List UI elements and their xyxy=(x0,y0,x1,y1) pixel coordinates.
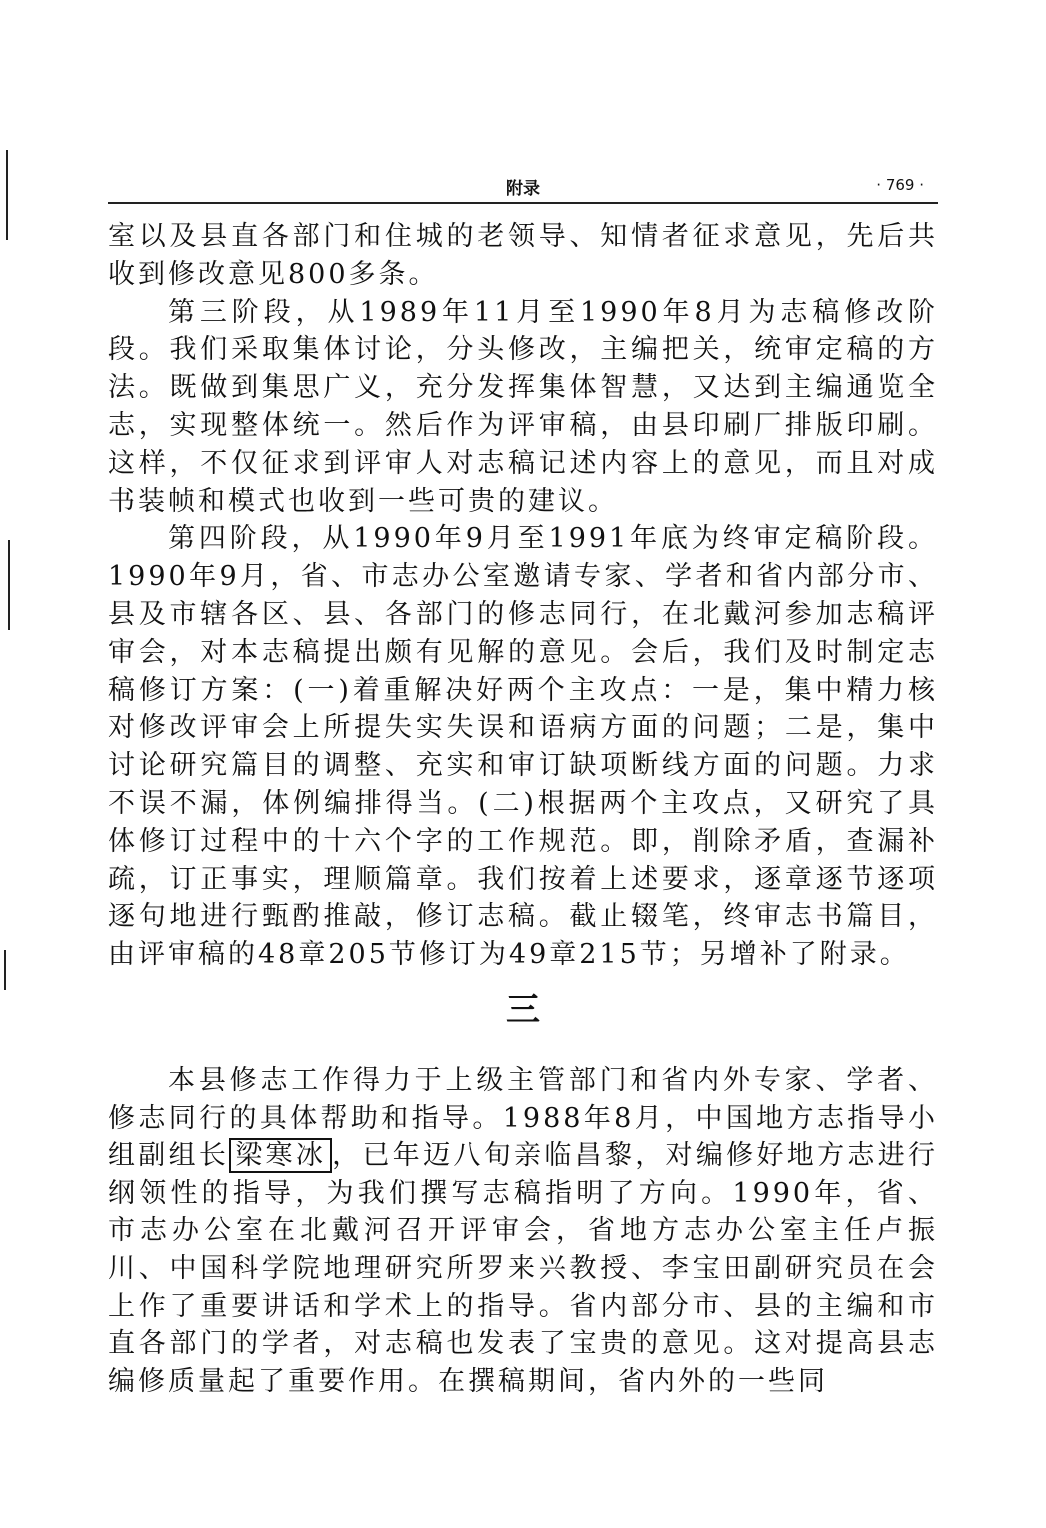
paragraph xyxy=(108,1062,938,1400)
paragraph: 第四阶段，从1990年9月至1991年底为终审定稿阶段。1990年9月，省、市志办公室邀请专家、学者和省内部分市、县及市辖各区、县、各部门的修志同行，在北戴河参加志稿评审会，对本志稿提出颇有见解的意见。会后，我们及时制定志稿修订方案：(一)着重解决好两个主攻点：一是，集中精力核对修改评审会上所提失实失误和语病方面的问题；二是，集中讨论研究篇目的调整、充实和审订缺项断线方面的问题。力求不误不漏，体例编排得当。(二)根据两个主攻点，又研究了具体修订过程中的十六个字的工作规范。即，削除矛盾，查漏补疏，订正事实，理顺篇章。我们按着上述要求，逐章逐节逐项逐句地进行甄酌推敲，修订志稿。截止辍笔，终审志书篇目，由评审稿的48章205节修订为49章215节；另增补了附录。 xyxy=(108,523,938,971)
left-margin-mark xyxy=(8,540,10,630)
left-margin-mark xyxy=(6,150,8,240)
page-header xyxy=(108,168,938,204)
paragraph: 第三阶段，从1989年11月至1990年8月为志稿修改阶段。我们采取集体讨论，分头修改，主编把关，统审定稿的方法。既做到集思广义，充分发挥集体智慧，又达到主编通览全志，实现整体统一。然后作为评审稿，由县印刷厂排版印刷。这样，不仅征求到评审人对志稿记述内容上的意见，而且对成书装帧和模式也收到一些可贵的建议。 xyxy=(108,296,938,517)
paragraph-rest: ，已年迈八旬亲临昌黎，对编修好地方志进行纲领性的指导，为我们撰写志稿指明了方向。1990年，省、市志办公室在北戴河召开评审会，省地方志办公室主任卢振川、中国科学院地理研究所罗来兴教授、李宝田副研究员在会上作了重要讲话和学术上的指导。省内部分市、县的主编和市直各部门的学者，对志稿也发表了宝贵的意见。这对提高县志编修质量起了重要作用。在撰稿期间，省内外的一些同 xyxy=(108,1140,939,1397)
section-three-text xyxy=(108,1062,938,1400)
section-heading: 三 xyxy=(506,990,540,1030)
header-title: 附录 xyxy=(506,179,540,199)
body-text xyxy=(108,218,938,974)
left-margin-mark xyxy=(4,950,6,990)
page-number: · 769 · xyxy=(876,176,924,194)
boxed-name: 梁寒冰 xyxy=(229,1138,332,1173)
paragraph: 室以及县直各部门和住城的老领导、知情者征求意见，先后共收到修改意见800多条。 xyxy=(108,221,938,290)
paragraph-intro: 本县修志工作得力于上级主管部门和省内外专家、学者、修志同行的具体帮助和指导。1988年8月，中国地方志指导小组副组长 xyxy=(108,1065,938,1172)
